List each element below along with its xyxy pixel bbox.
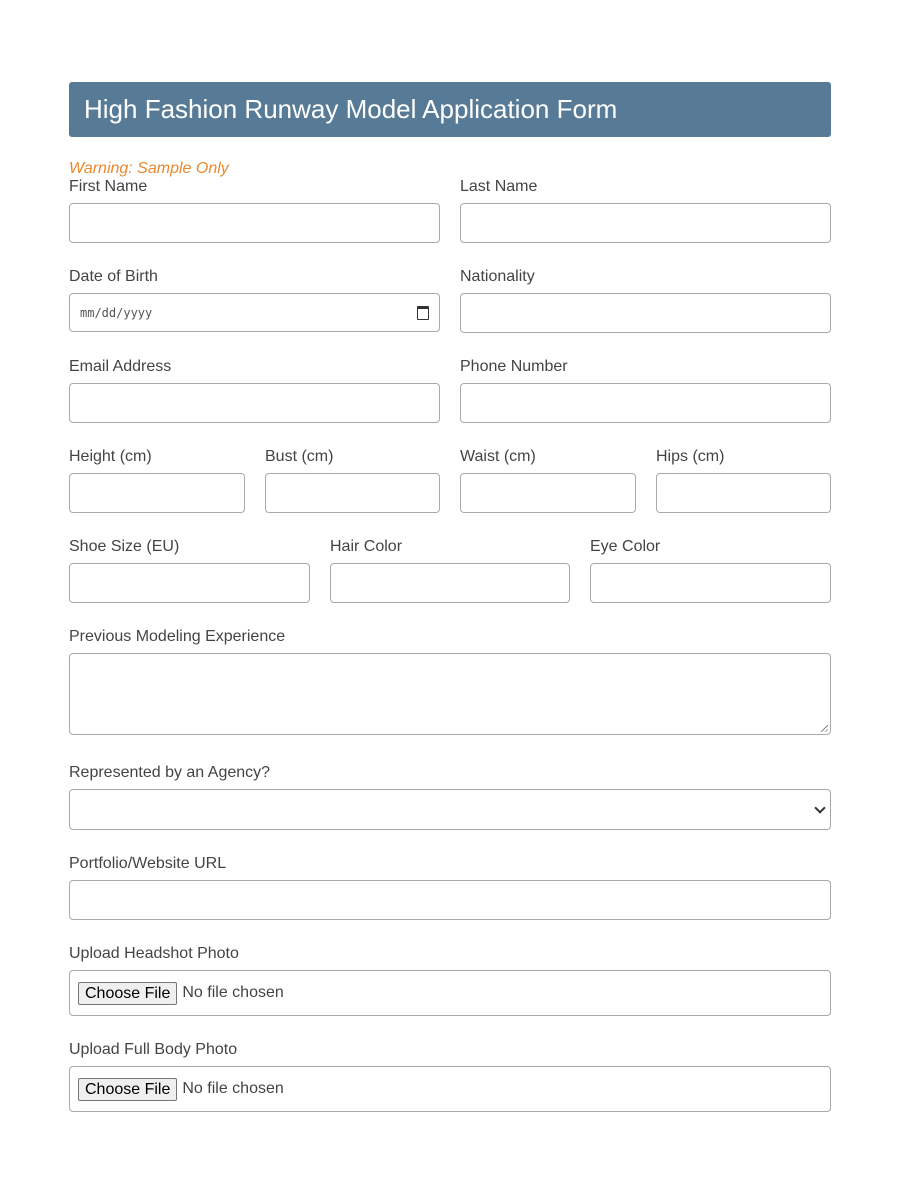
hair-label: Hair Color [330, 538, 403, 555]
fullbody-choose-file-button[interactable]: Choose File [78, 1078, 177, 1101]
fullbody-group [69, 1041, 831, 1112]
nationality-input[interactable] [460, 293, 831, 333]
hips-group [656, 448, 831, 513]
phone-group [460, 358, 831, 423]
headshot-group [69, 945, 831, 1016]
nationality-group [460, 268, 831, 333]
dob-label: Date of Birth [69, 268, 158, 285]
chevron-down-icon [814, 802, 825, 813]
email-input[interactable] [69, 383, 440, 423]
email-group [69, 358, 440, 423]
waist-group [460, 448, 636, 513]
agency-group [69, 764, 831, 830]
portfolio-group [69, 855, 831, 920]
email-label: Email Address [69, 358, 172, 375]
resize-handle-icon[interactable] [821, 725, 828, 732]
height-group [69, 448, 245, 513]
portfolio-input[interactable] [69, 880, 831, 920]
portfolio-label: Portfolio/Website URL [69, 855, 227, 872]
fullbody-file-status: No file chosen [182, 1080, 284, 1097]
bust-input[interactable] [265, 473, 440, 513]
waist-label: Waist (cm) [460, 448, 536, 465]
headshot-file-status: No file chosen [182, 984, 284, 1001]
form-header [69, 82, 831, 137]
experience-label: Previous Modeling Experience [69, 628, 286, 645]
waist-input[interactable] [460, 473, 636, 513]
height-input[interactable] [69, 473, 245, 513]
phone-label: Phone Number [460, 358, 568, 375]
fullbody-file-input[interactable] [69, 1066, 831, 1112]
headshot-label: Upload Headshot Photo [69, 945, 239, 962]
eye-label: Eye Color [590, 538, 661, 555]
first-name-input[interactable] [69, 203, 440, 243]
experience-group [69, 628, 831, 735]
phone-input[interactable] [460, 383, 831, 423]
nationality-label: Nationality [460, 268, 535, 285]
dob-input[interactable] [69, 293, 440, 332]
height-label: Height (cm) [69, 448, 152, 465]
headshot-file-input[interactable] [69, 970, 831, 1016]
hair-group [330, 538, 570, 603]
last-name-label: Last Name [460, 178, 538, 195]
experience-textarea[interactable] [69, 653, 831, 735]
headshot-choose-file-button[interactable]: Choose File [78, 982, 177, 1005]
hair-input[interactable] [330, 563, 570, 603]
agency-select[interactable] [69, 789, 831, 830]
hips-label: Hips (cm) [656, 448, 725, 465]
last-name-group [460, 178, 831, 243]
eye-group [590, 538, 831, 603]
dob-placeholder: mm/dd/yyyy [80, 305, 153, 320]
shoe-input[interactable] [69, 563, 310, 603]
bust-group [265, 448, 440, 513]
hips-input[interactable] [656, 473, 831, 513]
dob-group [69, 268, 440, 332]
agency-label: Represented by an Agency? [69, 764, 271, 781]
first-name-label: First Name [69, 178, 148, 195]
fullbody-label: Upload Full Body Photo [69, 1041, 238, 1058]
shoe-group [69, 538, 310, 603]
eye-input[interactable] [590, 563, 831, 603]
last-name-input[interactable] [460, 203, 831, 243]
first-name-group [69, 178, 440, 243]
warning-text: Warning: Sample Only [69, 160, 229, 177]
bust-label: Bust (cm) [265, 448, 334, 465]
calendar-icon[interactable] [417, 306, 429, 320]
page-title: High Fashion Runway Model Application Form [84, 94, 618, 124]
shoe-label: Shoe Size (EU) [69, 538, 180, 555]
